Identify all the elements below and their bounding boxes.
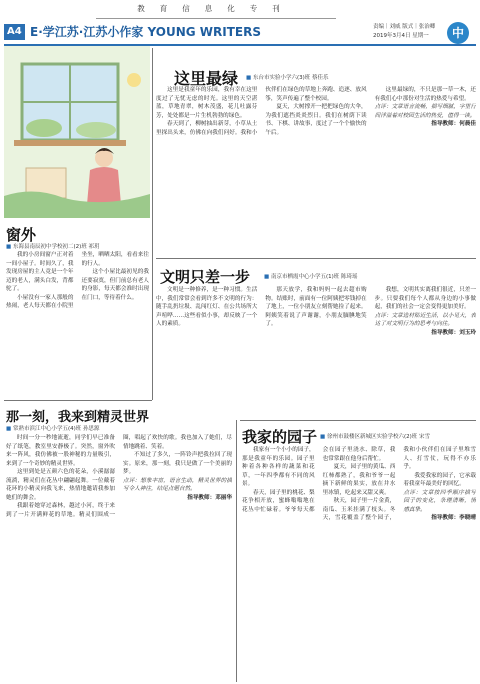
home-article-title: 我家的园子 [242, 428, 318, 446]
review-note: 点评：文章语言流畅，描写细腻，字里行间洋溢着对校园生活的热爱，值得一读。 [374, 104, 476, 119]
column-divider [152, 48, 153, 400]
paragraph: 我家有一个小小的园子，那是我童年的乐园。园子里种着各种各样的蔬菜和花草，一年四季都有不同的风景。 [242, 447, 315, 487]
page-number: A4 [4, 24, 25, 40]
byline-school: 常熟市滨江中心小学五(4)班 [12, 426, 82, 432]
tutor-name: 指导教师：李晓晴 [431, 515, 476, 521]
paragraph: 不知过了多久，一阵铃声把我拉回了现实。原来，那一刻，我只是做了一个美丽的梦。 [123, 452, 232, 475]
byline-marker-icon: ■ [264, 274, 270, 280]
window-scene-icon [4, 46, 150, 218]
header-rule [96, 18, 336, 19]
paragraph: 秋天，园子里一片金黄，南瓜、玉米挂满了枝头。冬天，雪花覆盖了整个园子，我和小伙伴们在园子里堆雪人、打雪仗，玩得不亦乐乎。 [322, 447, 476, 521]
paragraph: 春天，园子里的桃花、梨花争相开放，蜜蜂嗡嗡地在花丛中忙碌着。爷爷每天都会在园子里浇水、除草，我也常常跟在他身后帮忙。 [242, 447, 396, 513]
review-note: 点评：文章按四季顺序描写园子的变化，条理清晰，情感真挚。 [403, 489, 476, 513]
byline-marker-icon: ■ [6, 244, 12, 250]
fight-article-body [6, 434, 232, 680]
section-divider [240, 420, 476, 421]
window-illustration [4, 46, 150, 218]
mother-article-byline [264, 272, 358, 280]
paragraph: 夏天，园子里的黄瓜、西红柿都熟了，我和爷爷一起摘下新鲜的果实，放在井水里冰镇，吃起来又甜又爽。 [322, 464, 396, 496]
byline-author: 祁玥 [88, 244, 100, 250]
fight-article-title: 那一刻，我来到精灵世界 [6, 410, 150, 425]
window-article-byline [6, 242, 100, 250]
paragraph: 我跟着她穿过森林，越过小河，终于来到了一片开满鲜花的草地。精灵们围成一圈，唱起了欢快的歌。我也加入了她们，尽情地跳着、笑着。 [6, 435, 232, 518]
byline-school: 南京市栖霞中心小学五(1)班 [270, 274, 340, 280]
section-divider [4, 400, 152, 401]
mother-article-title: 文明只差一步 [160, 268, 251, 286]
byline-school: 徐州市鼓楼区新城区实验学校六(2)班 [326, 434, 418, 440]
window-article-title: 窗外 [6, 226, 37, 244]
review-note: 点评：文章选材贴近生活，以小见大，表达了对文明行为的思考与向往。 [374, 312, 476, 327]
home-article-byline [320, 432, 430, 440]
section-title: E·学江苏·江苏小作家 YOUNG WRITERS [30, 25, 261, 39]
byline-author: 陈琦瑶 [341, 274, 358, 280]
byline-school: 东台市实验小学六(3)班 [252, 75, 311, 81]
paragraph: 夏天，大树撑开一把把绿色的大伞，为我们遮挡炎炎烈日。我们在树荫下读书、下棋、讲故事，度过了一个个愉快的午后。 [265, 104, 367, 136]
tutor-name: 指导教师：何晨佳 [431, 121, 476, 127]
best-article-body [156, 86, 476, 254]
newspaper-banner: 教育信息化专刊 [137, 4, 295, 13]
paragraph: 春天到了，柳树抽出新芽，小草从土里探出头来，仿佛在向我们问好。我和小伙伴们在绿色的草地上奔跑、追逐、放风筝，笑声传遍了整个校园。 [156, 87, 367, 136]
paragraph: 我的小房间窗户正对着一间小屋子。时间久了，我发现房屋的主人竟是一个年迈的老人，满头白发，背都驼了。 [6, 252, 74, 292]
paragraph: 我爱我家的园子，它承载着我童年最美好的回忆。 [403, 472, 476, 487]
column-divider [236, 420, 237, 682]
date-line: 2019年3月4日 星期一 [373, 32, 429, 39]
review-note: 点评：想象丰富，语言生动，精灵世界的描写令人神往，结尾点题自然。 [123, 477, 232, 492]
window-article-body [6, 251, 149, 391]
best-article-byline [246, 73, 329, 81]
best-article-title: 这里最绿 [174, 69, 239, 88]
byline-school: 东海县南辰初中学校初二(2)班 [12, 244, 87, 250]
byline-author: 宋雪 [419, 434, 431, 440]
byline-author: 蔡佳乐 [312, 75, 329, 81]
section-divider [156, 258, 476, 259]
mother-article-body [156, 286, 476, 418]
paragraph: 文明是一种修养，是一种习惯。生活中，我们常常会看到许多不文明的行为：随手乱扔垃圾、乱闯红灯、在公共场所大声喧哗……这些看似小事，却反映了一个人的素质。 [156, 287, 258, 327]
newspaper-logo-icon: 中 [447, 22, 469, 44]
paragraph: 这里到处是五颜六色的花朵，小溪潺潺流淌，精灵们在花丛中翩翩起舞。一位戴着花环的小精灵向我飞来，热情地邀请我参加她们的舞会。 [6, 469, 115, 501]
tutor-name: 指导教师：刘玉玲 [431, 329, 476, 336]
paragraph: 那天放学，我和妈妈一起去超市购物。结账时，前面有一位阿姨把零钱掉在了地上，一位小朋友立刻帮她捡了起来。阿姨笑着说了声谢谢，小朋友腼腆地笑了。 [265, 287, 367, 327]
paragraph: 时间一分一秒地流逝，同学们早已准备好了纸笔，教室里安静极了。突然，窗外吹来一阵风，我仿佛被一股神秘的力量吸引，来到了一个奇妙的精灵世界。 [6, 435, 115, 467]
fight-article-byline [6, 424, 100, 432]
byline-marker-icon: ■ [246, 75, 252, 81]
home-article-body [242, 446, 476, 680]
byline-marker-icon: ■ [320, 434, 326, 440]
editor-line: 责编｜刘威 版式｜张治卿 [373, 24, 436, 30]
paragraph: 这里最绿的，不只是那一草一木，还有我们心中那份对生活的热爱与希望。 [374, 87, 476, 102]
paragraph: 小屋没有一家人那般的热闹，老人每天都在小院里坐坐，晒晒太阳，看看来往的行人。 [6, 252, 149, 309]
paragraph: 我想，文明其实离我们很近，只差一步。只要我们每个人都从身边的小事做起，我们的社会一定会变得更加美好。 [374, 287, 476, 310]
paragraph: 这里是我童年的乐园，我有幸在这里度过了无忧无虑的时光。这里的天空湛蓝，草地青翠，树木茂盛，花儿吐露芬芳，处处都是一片生机勃勃的绿色。 [156, 87, 258, 119]
header-meta [373, 23, 435, 40]
paragraph: 这个小屋比最初见的我还要寂寞，但门前总有老人的身影，每天都会准时出现在门口，等待着什么。 [81, 269, 149, 301]
byline-marker-icon: ■ [6, 426, 12, 432]
byline-author: 孙思源 [83, 426, 100, 432]
tutor-name: 指导教师：邓丽华 [187, 494, 232, 501]
